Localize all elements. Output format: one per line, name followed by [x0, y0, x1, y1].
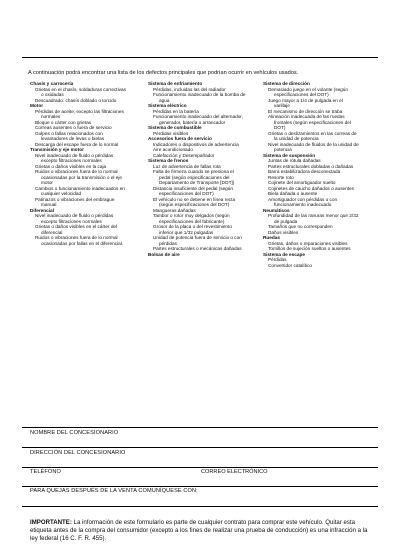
defect-item: Pérdidas visibles [153, 130, 189, 136]
defect-item: Departamento de Transporte [DOT]) [159, 180, 235, 185]
defect-item: Grosor de la placa o del revestimiento [153, 224, 232, 229]
defect-item: motor [41, 180, 53, 185]
section-title: Sistema de dirección [263, 81, 310, 86]
defect-item: Cambios o funcionamiento inadecuados en [35, 185, 125, 191]
section-title: Chasís y carrocería [30, 81, 74, 86]
defect-item: DOT) [274, 125, 286, 130]
defect-item: Cojinete del amortiguador suelto [268, 180, 336, 185]
section-title: Motor [30, 103, 44, 108]
top-rule [22, 57, 378, 58]
defects-column-3 [263, 81, 375, 268]
defect-item: Luz de advertencia de fallas rota [153, 163, 221, 169]
intro-text: A continuación podrá encontrar una lista de los defectos principales que podrían ocurrir en vehículos usados. [28, 70, 299, 76]
section-title: Sistema de escape [263, 251, 305, 257]
defect-item: la unidad de potencia [274, 136, 319, 141]
phone-label: TELÉFONO [30, 469, 61, 475]
defect-item: Indicadores o dispositivos de advertencia [153, 141, 239, 147]
defect-section [30, 81, 134, 103]
defect-item: Nivel inadecuado de fluido o pérdidas [35, 152, 114, 158]
defect-item: Grietas o daños visibles en la caja [35, 163, 107, 169]
defect-item: Pérdidas de aceite, excepto las filtraciones [35, 108, 124, 114]
defect-item: Profundidad de las ranuras menor que 2/32 [268, 213, 359, 218]
defect-item: Partes estructurales o mecánicas dañadas [153, 246, 242, 251]
defect-item: levantadores de levas o bielas [41, 136, 105, 141]
defect-item: (según especificaciones del DOT) [159, 202, 230, 207]
section-title: Sistema de frenos [148, 158, 189, 163]
important-label: IMPORTANTE: [30, 519, 72, 526]
defect-item: Convertidor catalítico [268, 262, 313, 268]
defect-item: excepto filtraciones normales [41, 218, 102, 224]
defect-section [263, 153, 375, 208]
defect-section [263, 208, 375, 236]
form-rule [22, 486, 378, 487]
section-title: Bolsas de aire [148, 251, 180, 257]
defect-item: o oxidadas [41, 92, 64, 97]
defect-item: El mecanismo de dirección se traba [268, 108, 343, 114]
defect-item: de pulgada [274, 218, 298, 224]
section-title: Diferencial [30, 207, 54, 213]
defect-item: Descarga del escape fuera de lo normal [35, 141, 119, 147]
defect-item: Barra estabilizadora desconectada [268, 169, 341, 174]
defect-item: Descuadrado: chasís doblado o torcido [35, 97, 117, 103]
defect-item: Bloque o cárter con grietas [35, 119, 92, 125]
defect-item: cualquier velocidad [41, 191, 82, 196]
defect-section [148, 125, 252, 136]
defect-item: agua [159, 97, 170, 103]
defect-item: Unidad de potencia fuera de servicio o con [153, 235, 242, 240]
defect-item: Correas ausentes o fuera de servicio [35, 125, 112, 130]
defect-item: inferior que 1/32 pulgadas [159, 229, 214, 235]
section-title: Sistema de suspensión [263, 152, 316, 158]
defect-item: Biela dañada o ausente [268, 191, 318, 196]
defect-item: normales [41, 114, 61, 119]
defect-item: Amortiguador con pérdidas o con [268, 196, 338, 202]
defect-item: pedal (según especificaciones del [159, 174, 230, 180]
defect-item: generador, batería o arrancador [159, 119, 226, 125]
defect-item: funcionamiento inadecuado [274, 202, 332, 207]
email-label: CORREO ELECTRÓNICO [201, 469, 268, 475]
section-title: Sistema de combustible [148, 125, 202, 130]
form-rule [22, 467, 378, 468]
section-title: Sistema eléctrico [148, 103, 187, 108]
defect-item: especificaciones del fabricante) [159, 218, 225, 224]
defect-item: excepto filtraciones normales [41, 158, 102, 163]
defect-item: Calefacción y Desempañador [153, 152, 215, 158]
defect-item: Pérdidas [268, 257, 287, 262]
defect-section [148, 103, 252, 125]
defect-item: pérdidas [159, 240, 177, 246]
defect-item: Nivel inadecuado de fluido o pérdidas [35, 213, 114, 218]
defect-item: varillaje [274, 103, 290, 108]
defect-item: Juego mayor a 1/4 de pulgada en el [268, 97, 343, 103]
defect-section [30, 103, 134, 147]
defect-section [263, 252, 375, 269]
defect-item: Grietas en el chasís, soldaduras correctivas [35, 86, 126, 92]
defect-item: Demasiado juego en el volante (según [268, 86, 349, 92]
defect-item: Cojinetes de caucho dañados o ausentes [268, 185, 355, 191]
defect-item: frontales (según especificaciones del [274, 119, 351, 125]
defect-item: Falta de firmeza cuando se presiona el [153, 169, 234, 174]
defect-item: Golpes o fallas relacionados con [35, 130, 103, 136]
form-rule [22, 506, 378, 507]
defect-item: Tornillos de sujeción sueltos o ausentes [268, 246, 351, 251]
defect-section [30, 208, 134, 247]
defect-item: Grietas o deslizamientos en las correas de [268, 130, 357, 136]
important-text: La información de este formulario es parte de cualquier contrato para comprar este vehículo. Quitar esta etiqueta antes de la compra del consumidor (excepto a los fines de realizar una prueba de conducción) es una infracción a la ley federal (16 C. F. R. 455). [30, 519, 368, 542]
defect-section [263, 81, 375, 153]
important-notice [30, 519, 374, 543]
defect-item: Juntas de rótula dañadas [268, 158, 321, 163]
defect-item: Pérdidas en la batería [153, 108, 199, 114]
defect-section [148, 158, 252, 252]
defect-item: Tamaños que no corresponden [268, 224, 333, 229]
dealer-address-label: DIRECCIÓN DEL CONCESIONARIO [30, 450, 126, 456]
defect-item: Partes estructurales dobladas o dañadas [268, 163, 354, 169]
form-rule [22, 427, 378, 428]
section-title: Sistema de enfriamiento [148, 81, 203, 86]
defect-section [148, 136, 252, 158]
defect-item: ocasionadas por fallas en el diferencial. [41, 240, 124, 246]
defect-item: Ruidos o vibraciones fuera de lo normal [35, 235, 118, 240]
defects-column-2 [148, 81, 252, 257]
section-title: Ruedas [263, 235, 280, 240]
defect-item: Mangueras dañadas [153, 207, 196, 213]
defect-item: Aire acondicionado [153, 147, 193, 152]
section-title: Accesorios fuera de servicio [148, 136, 212, 141]
defect-item: ocasionadas por la transmisión o el eje [41, 174, 123, 180]
defect-item: especificaciones del DOT) [159, 191, 214, 196]
defect-section [148, 252, 252, 258]
dealer-name-label: NOMBRE DEL CONCESIONARIO [30, 430, 119, 436]
defect-item: manual [41, 202, 57, 207]
defect-item: Nivel inadecuado de fluidos de la unidad de [268, 141, 359, 147]
defect-item: Tambor o rotor muy delgados (según [153, 213, 230, 218]
complaints-label: PARA QUEJAS DESPUÉS DE LA VENTA COMUNÍQUESE CON: [30, 488, 198, 494]
defect-item: El vehículo no se detiene en línea recta [153, 196, 236, 202]
defect-section [30, 147, 134, 208]
defect-item: Funcionamiento inadecuado de la bomba de [153, 92, 246, 97]
defect-item: Daños visibles [268, 229, 299, 235]
defect-section [263, 235, 375, 252]
defects-column-1 [30, 81, 134, 246]
defect-item: Alineación inadecuada de las ruedas [268, 114, 345, 119]
defect-item: Patinazos o vibraciones del embrague [35, 196, 115, 202]
defect-item: potencia [274, 147, 292, 152]
defect-item: diferencial [41, 229, 63, 235]
defect-item: Grietas o daños visibles en el cárter del [35, 224, 118, 229]
defect-item: Resorte roto [268, 174, 294, 180]
form-rule [22, 447, 378, 448]
defect-item: Funcionamiento inadecuado del alternador, [153, 114, 243, 119]
section-title: Transmisión y eje motor [30, 147, 84, 152]
section-title: Neumáticos [263, 207, 290, 213]
defect-section [148, 81, 252, 103]
defect-item: Distancia insuficiente del pedal (según [153, 185, 233, 191]
defect-item: Ruidos o vibraciones fuera de lo normal [35, 169, 118, 174]
defect-item: Pérdidas, incluidas las del radiador [153, 86, 226, 92]
defect-item: Grietas, daños o reparaciones visibles [268, 240, 348, 246]
defect-item: especificaciones del DOT) [274, 92, 329, 97]
